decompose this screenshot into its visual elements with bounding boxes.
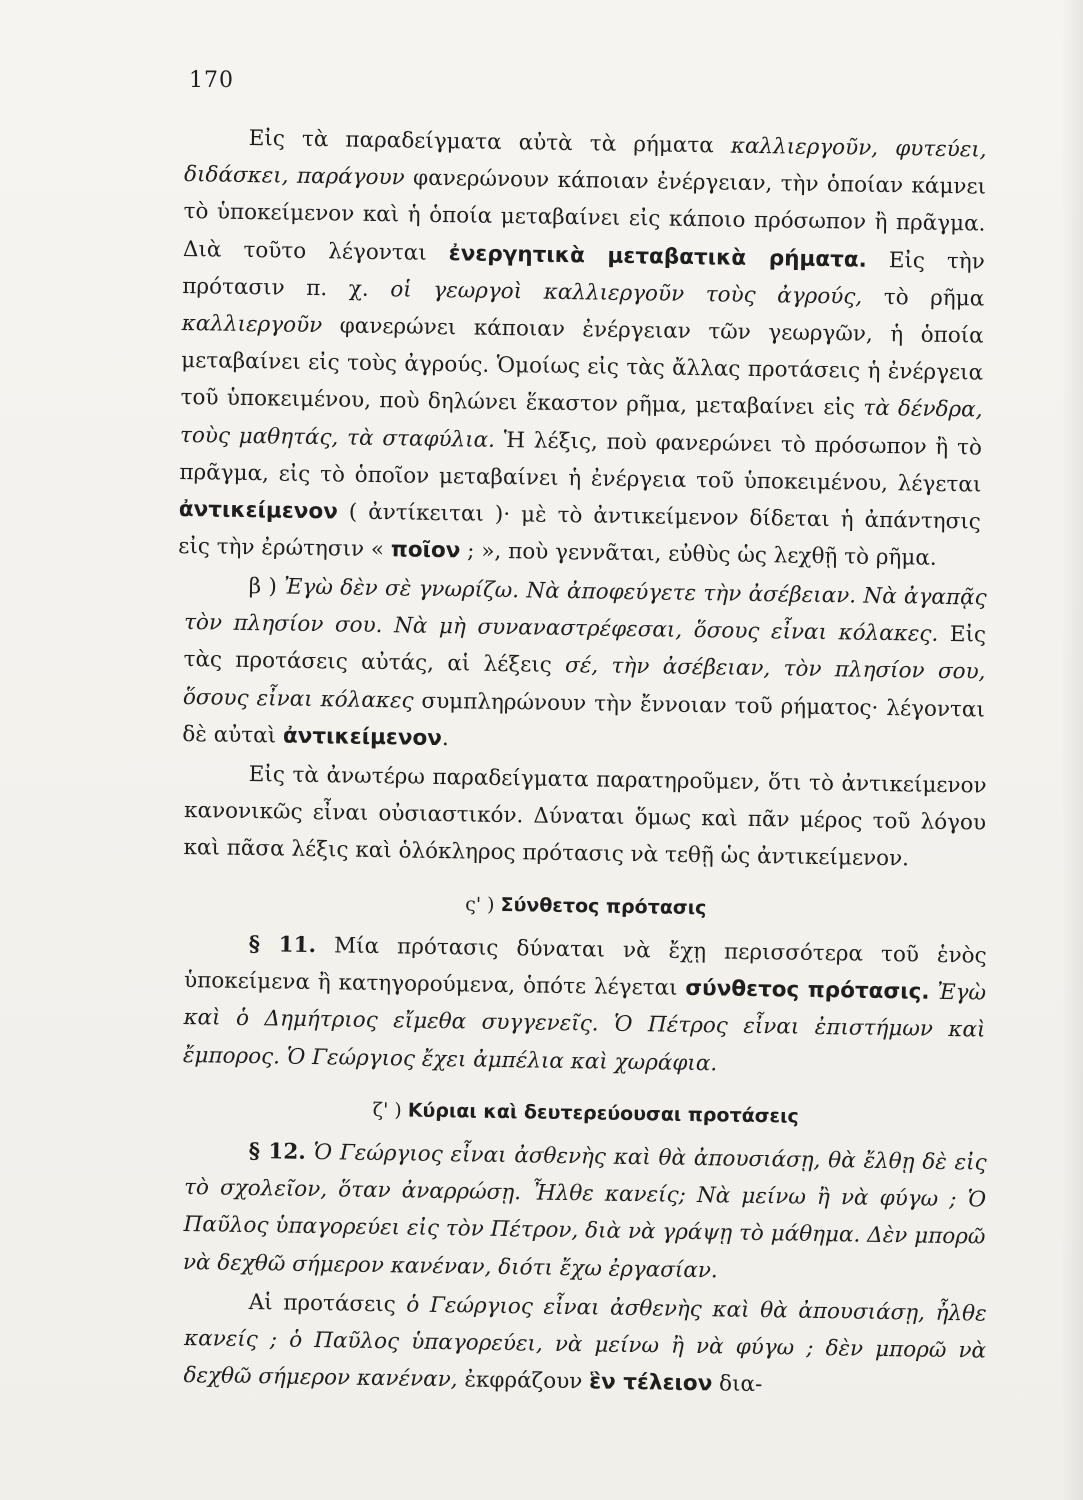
bold-term: ἀντικείμενον xyxy=(178,496,339,525)
text-run: Εἰς τὴν πρότασιν π. χ. xyxy=(182,247,986,303)
text-run: ; », ποὺ γεννᾶται, εὐθὺς ὡς λεχθῇ τὸ ρῆμα. xyxy=(460,538,937,572)
paragraph-compound-sentence xyxy=(183,925,987,1086)
paragraph-main-subordinate-examples xyxy=(183,1132,987,1293)
section-heading-main-subordinate xyxy=(185,1096,987,1131)
heading-title: Σύνθετος πρότασις xyxy=(500,894,707,920)
heading-title: Κύριαι καὶ δευτερεύουσαι προτάσεις xyxy=(407,1099,799,1128)
text-run: φανερώνουν κάποιαν ἐνέργειαν, τὴν ὁποίαν κάμνει τὸ ὑποκείμενον καὶ ἡ ὁποία μεταβαίνει εἰς κάποιο πρόσωπον ἢ πρᾶγμα. Διὰ τοῦτο λέγονται xyxy=(182,165,987,266)
text-run: τὸ ρῆμα xyxy=(861,284,985,312)
italic-run: ὁ Γεώργιος εἶναι ἀσθενὴς καὶ θὰ ἀπουσιάσῃ, ἦλθε κανείς ; ὁ Παῦλος ὑπαγορεύει, νὰ μείνω ἢ νὰ φύγω ; δὲν μπορῶ νὰ δεχθῶ σήμερον κανέναν, xyxy=(183,1292,987,1393)
text-run: Εἰς τὰς προτάσεις αὐτάς, αἱ λέξεις xyxy=(183,622,987,679)
page-number: 170 xyxy=(189,68,234,93)
paragraph-object-noun: Εἰς τὰ ἀνωτέρω παραδείγματα παρατηροῦμεν, ὅτι τὸ ἀντικείμενον κανονικῶς εἶναι οὐσιαστικόν. Δύναται ὅμως καὶ πᾶν μέρος τοῦ λόγου καὶ πᾶσα λέξις καὶ ὁλόκληρος πρότασις νὰ τεθῇ ὡς ἀντικείμενον. xyxy=(183,762,987,873)
italic-run: Ἐγὼ δὲν σὲ γνωρίζω. Νὰ ἀποφεύγετε τὴν ἀσέβειαν. Νὰ ἀγαπᾷς τὸν πλησίον σου. Νὰ μὴ συναναστρέφεσαι, ὅσους εἶναι κόλακες. xyxy=(183,574,987,648)
text-run: Εἰς τὰ παραδείγματα αὐτὰ τὰ ρήματα xyxy=(248,126,732,159)
heading-label: ζ' ) xyxy=(372,1098,408,1122)
italic-run: Ὁ Γεώργιος εἶναι ἀσθενὴς καὶ θὰ ἀπουσιάσῃ, θὰ ἔλθῃ δὲ εἰς τὸ σχολεῖον, ὅταν ἀναρρώσῃ. Ἦλθε κανείς; Νὰ μείνω ἢ νὰ φύγω ; Ὁ Παῦλος ὑπαγορεύει εἰς τὸν Πέτρον, διὰ νὰ γράψῃ τὸ μάθημα. Δὲν μπορῶ νὰ δεχθῶ σήμερον κανέναν, διότι ἔχω ἐργασίαν. xyxy=(182,1139,987,1283)
page-edge-shadow xyxy=(1061,0,1083,1500)
heading-label: ς' ) xyxy=(465,893,501,917)
text-run: δια- xyxy=(712,1371,763,1398)
text-run: Μία πρότασις δύναται νὰ ἔχῃ περισσότερα τοῦ ἑνὸς ὑποκείμενα ἢ κατηγορούμενα, ὁπότε λέγεται xyxy=(183,933,987,1002)
bold-term: ποῖον xyxy=(390,537,461,564)
bold-term: ἐνεργητικὰ μεταβατικὰ ρήματα. xyxy=(448,240,867,273)
italic-run: Ἐγὼ καὶ ὁ Δημήτριος εἴμεθα συγγενεῖς. Ὁ Πέτρος εἶναι ἐπιστήμων καὶ ἔμπορος. Ὁ Γεώργιος ἔχει ἀμπέλια καὶ χωράφια. xyxy=(182,979,987,1077)
section-number: § 12. xyxy=(248,1138,306,1165)
paragraph-transitive-verbs xyxy=(178,119,987,578)
italic-run: οἱ γεωργοὶ καλλιεργοῦν τοὺς ἀγρούς, xyxy=(390,277,863,310)
bold-term: σύνθετος πρότασις. xyxy=(685,976,930,1005)
italic-run: καλλιεργοῦν, φυτεύει, διδάσκει, παράγουν xyxy=(183,133,987,191)
text-run: φανερώνει κάποιαν ἐνέργειαν τῶν γεωργῶν, ἡ ὁποία μεταβαίνει εἰς τοὺς ἀγρούς. Ὁμοίως εἰς τὰς ἄλλας προτάσεις ἡ ἐνέργεια τοῦ ὑποκειμένου, ποὺ δηλώνει ἕκαστον ρῆμα, μεταβαίνει εἰς xyxy=(180,313,984,422)
italic-run: σέ, τὴν ἀσέβειαν, τὸν πλησίον σου, ὅσους εἶναι κόλακες xyxy=(182,653,986,714)
section-heading-compound xyxy=(185,889,987,924)
paragraph-object-examples xyxy=(182,567,987,766)
italic-run: καλλιεργοῦν xyxy=(181,310,323,339)
bold-term: ἓν τέλειον xyxy=(588,1369,713,1397)
paragraph-main-clauses xyxy=(183,1283,987,1407)
italic-run: τὰ δένδρα, τοὺς μαθητάς, τὰ σταφύλια. xyxy=(179,396,983,453)
section-number: § 11. xyxy=(248,932,317,959)
list-label: β ) xyxy=(248,574,285,600)
bold-term: ἀντικείμενον xyxy=(282,723,443,752)
text-run: Αἱ προτάσεις xyxy=(248,1289,407,1318)
text-run: ἐκφράζουν xyxy=(457,1367,590,1395)
text-run: συμπληρώνουν τὴν ἔννοιαν τοῦ ρήματος· λέγονται δὲ αὐταὶ xyxy=(182,688,986,749)
text-run: ( ἀντίκειται )· μὲ τὸ ἀντικείμενον δίδεται ἡ ἀπάντησις εἰς τὴν ἐρώτησιν « xyxy=(178,499,981,563)
text-run: Ἡ λέξις, ποὺ φανερώνει τὸ πρόσωπον ἢ τὸ πρᾶγμα, εἰς τὸ ὁποῖον μεταβαίνει ἡ ἐνέργεια τοῦ ὑποκειμένου, λέγεται xyxy=(179,427,983,498)
text-run: . xyxy=(441,726,449,752)
